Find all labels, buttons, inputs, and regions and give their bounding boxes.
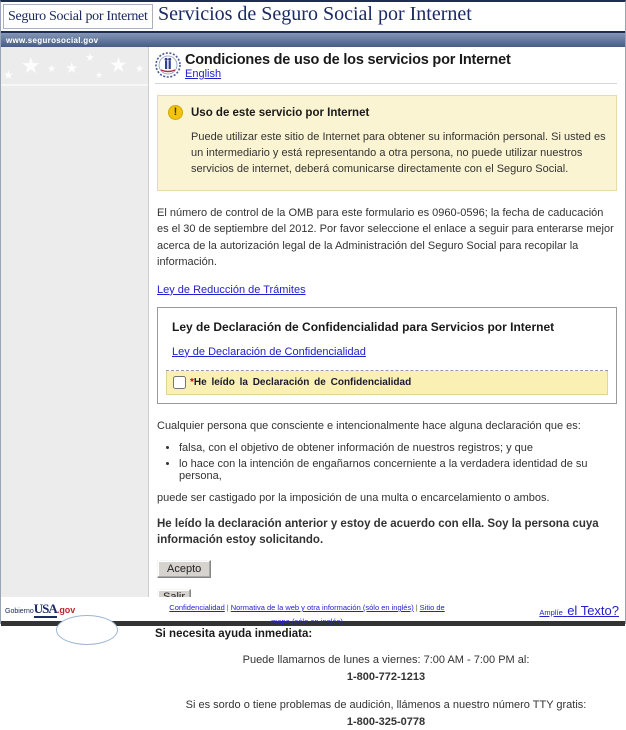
warning-box xyxy=(157,95,617,191)
gobiernousa-logo[interactable] xyxy=(5,600,75,618)
declaration-bullet: • falsa, con el objetivo de obtener información de nuestros registros; y que xyxy=(179,442,617,454)
site-name: Seguro Social por Internet xyxy=(8,9,148,25)
footer-link-web-policies[interactable]: Normativa de la web y otra información (sólo en inglés) xyxy=(231,603,414,612)
star-icon: ★ xyxy=(65,61,78,76)
star-icon: ★ xyxy=(135,65,144,75)
enlarge-text-small: Amplíe xyxy=(539,608,562,617)
footer-separator: | xyxy=(416,603,418,612)
accept-button[interactable]: Acepto xyxy=(157,560,211,578)
declaration-agreement: He leído la declaración anterior y estoy de acuerdo con ella. Soy la persona cuya información estoy solicitando. xyxy=(157,516,617,548)
footer-separator: | xyxy=(227,603,229,612)
enlarge-text-large: el Texto? xyxy=(567,603,619,618)
omb-paragraph: El número de control de la OMB para este formulario es 0960-0596; la fecha de caducación es el 30 de septiembre del 2012. Por favor seleccione el enlace a seguir para enterarse mejor acerca de la autorización legal de la Administración del Seguro Social para recopilar la información. xyxy=(157,205,617,271)
privacy-act-link[interactable]: Ley de Declaración de Confidencialidad xyxy=(172,346,366,358)
declaration-bullets xyxy=(179,442,617,482)
star-icon: ★ xyxy=(3,69,14,81)
gobiernousa-logo-usa: USA xyxy=(34,601,57,618)
paperwork-reduction-act-link[interactable]: Ley de Reducción de Trámites xyxy=(157,284,306,296)
required-mark: * xyxy=(190,377,194,388)
url-text: www.segurosocial.gov xyxy=(6,36,98,45)
privacy-box xyxy=(157,307,617,404)
url-bar xyxy=(1,31,625,47)
content xyxy=(149,47,625,597)
privacy-checkbox[interactable] xyxy=(173,376,186,389)
privacy-box-title: Ley de Declaración de Confidencialidad para Servicios por Internet xyxy=(172,320,608,334)
page-title: Servicios de Seguro Social por Internet xyxy=(158,3,472,26)
help-tty-number: 1-800-325-0778 xyxy=(155,714,617,730)
warning-title-row xyxy=(168,105,606,120)
partial-seal-ellipse xyxy=(56,615,118,645)
sidebar-divider xyxy=(1,84,148,86)
star-icon: ★ xyxy=(95,71,103,80)
enlarge-text-link[interactable] xyxy=(539,602,619,620)
gobiernousa-logo-gobierno: Gobierno xyxy=(5,608,34,615)
privacy-checkbox-row xyxy=(166,371,608,395)
warning-body: Puede utilizar este sitio de Internet para obtener su información personal. Si usted es un intermediario y está representando a otra persona, no puede utilizar nuestros servicios de internet, deberá comunicarse directamente con el Seguro Social. xyxy=(191,130,606,178)
privacy-checkbox-label[interactable]: He leído la Declaración de Confidencialidad xyxy=(194,377,411,388)
footer-link-privacy[interactable]: Confidencialidad xyxy=(169,603,224,612)
site-name-box xyxy=(3,4,153,29)
star-icon: ★ xyxy=(109,55,128,76)
help-tty-line: Si es sordo o tiene problemas de audición, llámenos a nuestro número TTY gratis: xyxy=(155,697,617,714)
star-icon: ★ xyxy=(47,65,56,75)
english-link[interactable]: English xyxy=(185,68,221,80)
gobiernousa-logo-gov: .gov xyxy=(57,605,76,615)
page-heading-row xyxy=(155,52,617,84)
star-icon: ★ xyxy=(21,55,41,77)
warning-title: Uso de este servicio por Internet xyxy=(191,107,369,119)
sidebar xyxy=(1,47,149,597)
star-icon: ★ xyxy=(85,53,95,64)
declaration-penalty: puede ser castigado por la imposición de una multa o encarcelamiento o ambos. xyxy=(157,492,617,504)
heading-block xyxy=(185,52,511,80)
ssa-seal-icon xyxy=(155,52,181,78)
alert-icon: ! xyxy=(168,105,183,120)
footer-links xyxy=(159,601,455,628)
declaration-intro: Cualquier persona que consciente e intencionalmente hace alguna declaración que es: xyxy=(157,420,617,432)
help-phone-number: 1-800-772-1213 xyxy=(155,669,617,686)
declaration-bullet: • lo hace con la intención de engañarnos concerniente a la verdadera identidad de su persona, xyxy=(179,458,617,482)
page-heading: Condiciones de uso de los servicios por Internet xyxy=(185,52,511,68)
help-phone-block xyxy=(155,652,617,685)
masthead xyxy=(1,2,625,31)
body xyxy=(1,47,625,597)
help-section xyxy=(149,619,625,730)
help-phone-line: Puede llamarnos de lunes a viernes: 7:00 AM - 7:00 PM al: xyxy=(155,652,617,669)
help-title: Si necesita ayuda inmediata: xyxy=(155,628,617,640)
help-tty-block xyxy=(155,697,617,730)
footer-link-sitemap[interactable]: Sitio de mapa (sólo en inglés) xyxy=(271,603,445,626)
